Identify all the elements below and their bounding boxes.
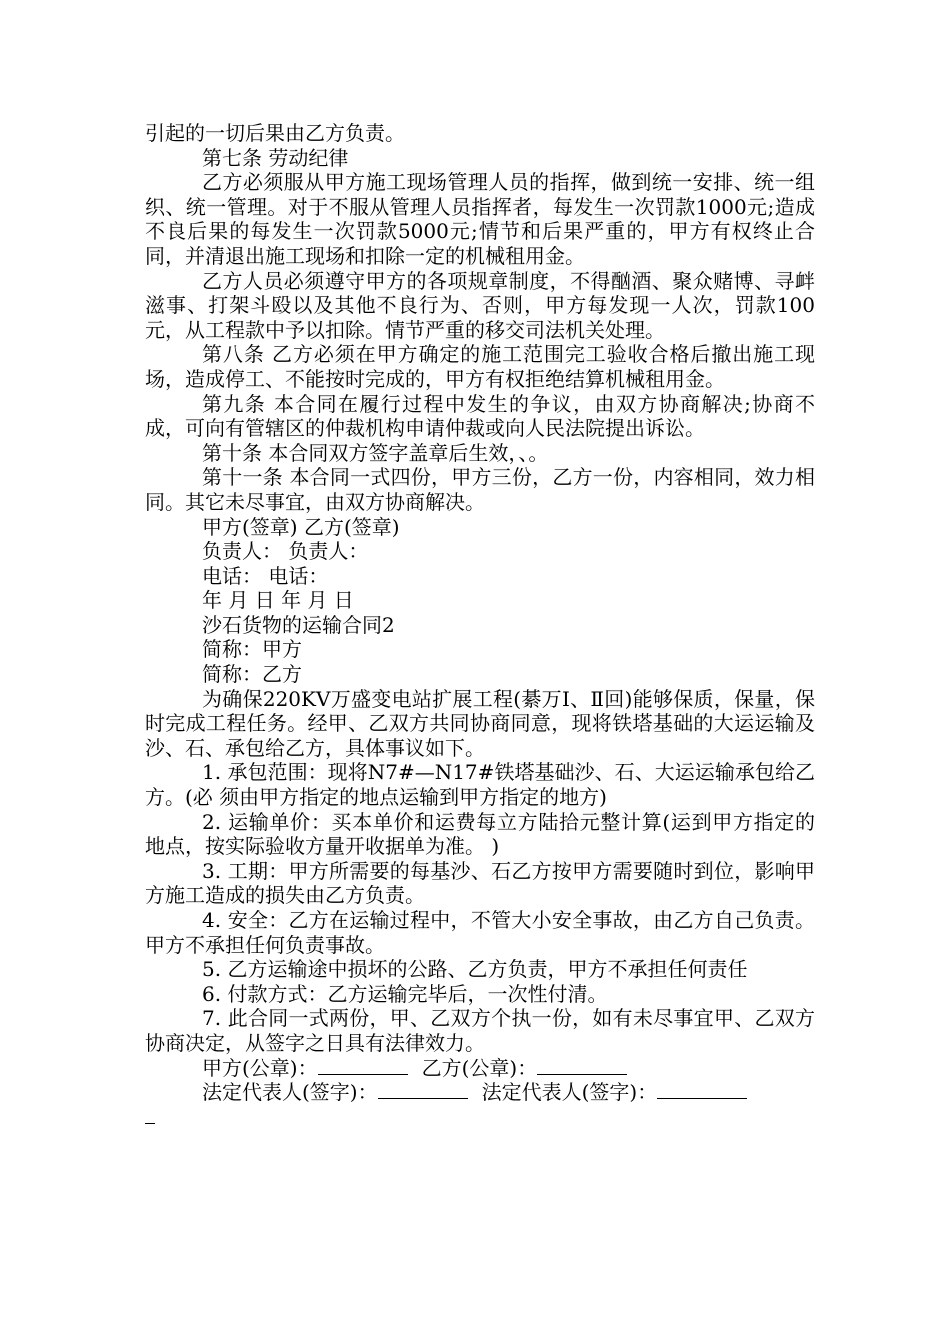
contract-2-title: 沙石货物的运输合同2 xyxy=(202,612,395,637)
party-b-legal-rep-label: 法定代表人(签字)： xyxy=(481,1080,658,1105)
party-a-abbrev: 简称：甲方 xyxy=(202,637,302,662)
item-2-unit-price: 2. 运输单价：买本单价和运费每立方陆拾元整计算(运到甲方指定的地点，按实际验收方量开收据单为准。 ) xyxy=(145,809,815,859)
party-b-legal-rep-blank xyxy=(657,1080,747,1099)
paragraph-clause-6-end: 引起的一切后果由乙方负责。 xyxy=(145,121,405,145)
signature-seal-line: 甲方(签章) 乙方(签章) xyxy=(202,514,400,539)
item-6-payment: 6. 付款方式：乙方运输完毕后，一次性付清。 xyxy=(202,981,608,1006)
item-7-copies: 7. 此合同一式两份，甲、乙双方个执一份，如有未尽事宜甲、乙双方协商决定，从签字之日具有法律效力。 xyxy=(145,1006,815,1055)
party-b-abbrev: 简称：乙方 xyxy=(202,662,302,687)
item-4-safety: 4. 安全：乙方在运输过程中，不管大小安全事故，由乙方自己负责。甲方不承担任何负责事故。 xyxy=(145,908,815,957)
trailing-underline xyxy=(145,1105,815,1130)
paragraph-labor-discipline-2: 乙方人员必须遵守甲方的各项规章制度，不得酗酒、聚众赌博、寻衅滋事、打架斗殴以及其他不良行为、否则，甲方每发现一人次，罚款100元，从工程款中予以扣除。情节严重的移交司法机关处理。 xyxy=(145,268,815,342)
item-1-scope: 1. 承包范围：现将N7#—N17#铁塔基础沙、石、大运运输承包给乙方。(必 须由甲方指定的地点运输到甲方指定的地方) xyxy=(145,760,815,810)
heading-clause-7: 第七条 劳动纪律 xyxy=(202,145,349,170)
item-3-schedule: 3. 工期：甲方所需要的每基沙、石乙方按甲方需要随时到位，影响甲方施工造成的损失由乙方负责。 xyxy=(145,858,815,908)
official-seal-line xyxy=(145,1056,815,1081)
party-a-legal-rep-blank xyxy=(378,1080,468,1099)
party-a-seal-label: 甲方(公章)： xyxy=(202,1055,318,1080)
paragraph-clause-10: 第十条 本合同双方签字盖章后生效，、。 xyxy=(202,440,549,465)
phone-line: 电话： 电话： xyxy=(202,563,329,588)
contract-2-intro: 为确保220KV万盛变电站扩展工程(綦万Ⅰ、Ⅱ回)能够保质，保量，保时完成工程任务。经甲、乙双方共同协商同意，现将铁塔基础的大运运输及沙、石、承包给乙方，具体事议如下。 xyxy=(145,686,815,760)
document-page xyxy=(145,121,815,1129)
legal-rep-line xyxy=(145,1080,815,1105)
paragraph-labor-discipline-1: 乙方必须服从甲方施工现场管理人员的指挥，做到统一安排、统一组织、统一管理。对于不服从管理人员指挥者，每发生一次罚款1000元;造成不良后果的每发生一次罚款5000元;情节和后果严重的，甲方有权终止合同，并清退出施工现场和扣除一定的机械租用金。 xyxy=(145,170,815,268)
date-line: 年 月 日 年 月 日 xyxy=(202,588,354,613)
party-b-seal-blank xyxy=(537,1056,627,1075)
item-5-road-damage: 5. 乙方运输途中损坏的公路、乙方负责，甲方不承担任何责任 xyxy=(202,957,748,982)
party-a-seal-blank xyxy=(318,1056,408,1075)
party-a-legal-rep-label: 法定代表人(签字)： xyxy=(202,1080,378,1105)
responsible-person-line: 负责人： 负责人： xyxy=(202,539,369,564)
party-b-seal-label: 乙方(公章)： xyxy=(421,1055,538,1080)
paragraph-clause-8: 第八条 乙方必须在甲方确定的施工范围完工验收合格后撤出施工现场，造成停工、不能按时完成的，甲方有权拒绝结算机械租用金。 xyxy=(145,342,815,391)
paragraph-clause-9: 第九条 本合同在履行过程中发生的争议，由双方协商解决;协商不成，可向有管辖区的仲裁机构申请仲裁或向人民法院提出诉讼。 xyxy=(145,391,815,441)
paragraph-clause-11: 第十一条 本合同一式四份，甲方三份，乙方一份，内容相同，效力相同。其它未尽事宜，由双方协商解决。 xyxy=(145,465,815,514)
